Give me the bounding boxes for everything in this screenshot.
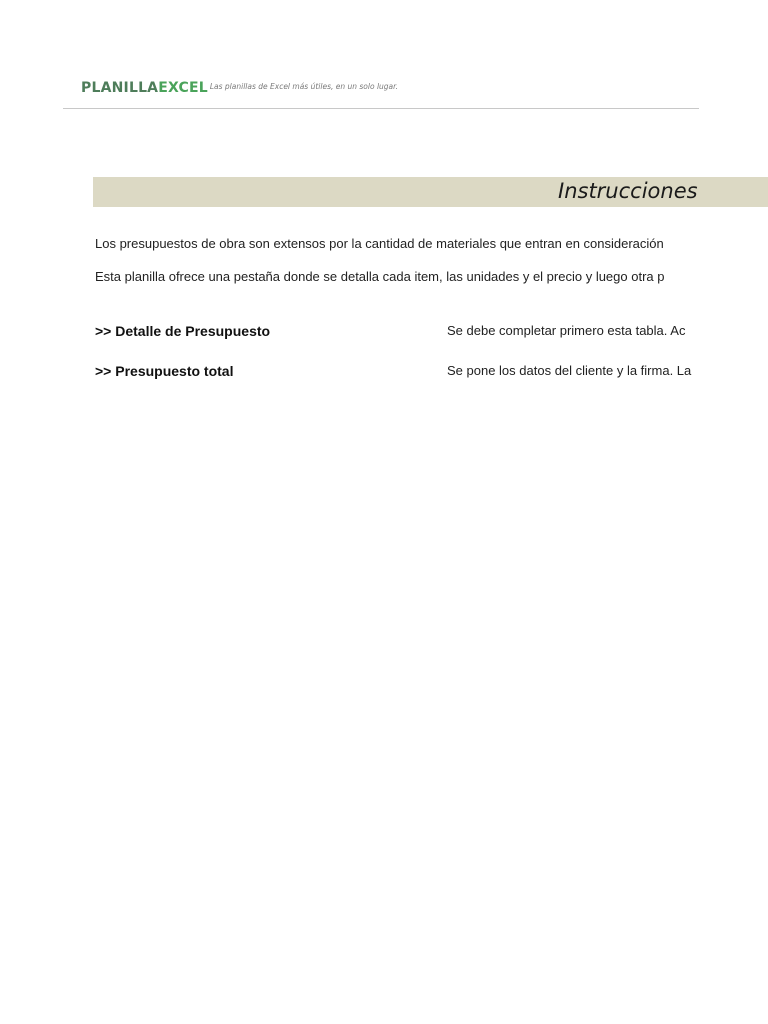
- intro-paragraph-2: Esta planilla ofrece una pestaña donde se detalla cada item, las unidades y el precio y luego otra p: [95, 269, 665, 284]
- section-label-total: >> Presupuesto total: [95, 363, 234, 379]
- section-desc-detalle: Se debe completar primero esta tabla. Ac: [447, 323, 686, 338]
- header-divider: [63, 108, 699, 109]
- brand-logo: [81, 80, 398, 100]
- section-label-detalle: >> Detalle de Presupuesto: [95, 323, 271, 339]
- brand-name-part1: PLANILLA: [81, 80, 159, 96]
- section-desc-total: Se pone los datos del cliente y la firma. La: [447, 363, 692, 378]
- page-title: Instrucciones: [558, 179, 698, 203]
- brand-name-part2: EXCEL: [158, 80, 208, 96]
- intro-paragraph-1: Los presupuestos de obra son extensos por la cantidad de materiales que entran en consideración: [95, 236, 664, 251]
- brand-tagline: Las planillas de Excel más útiles, en un solo lugar.: [209, 82, 398, 91]
